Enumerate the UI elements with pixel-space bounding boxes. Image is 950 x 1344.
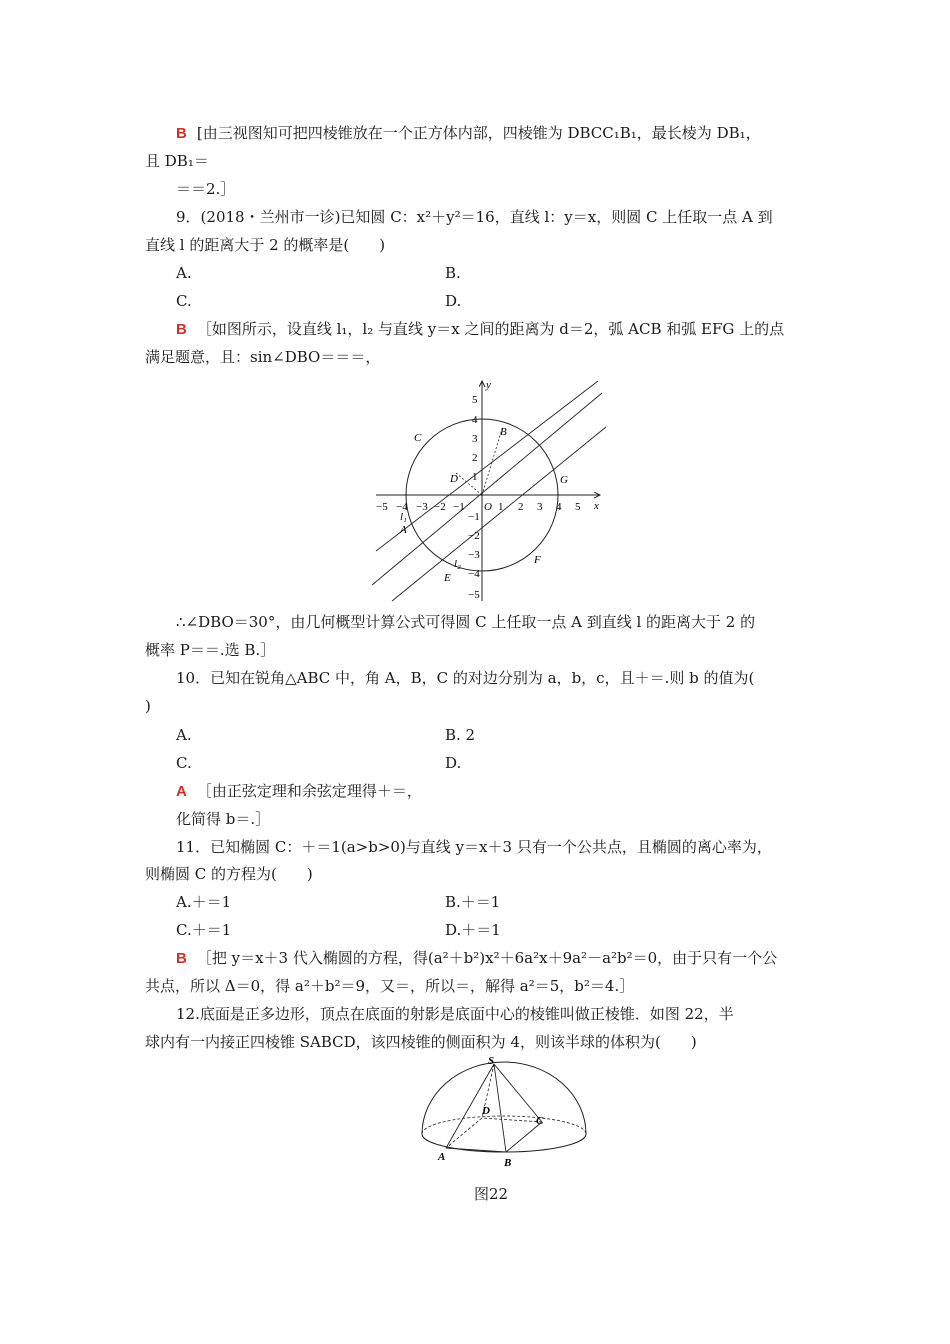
x-tick-neg3: −3 xyxy=(416,501,428,513)
point-label-d: D xyxy=(450,473,458,485)
q9-solution-line2: 满足题意，且：sin∠DBO＝＝＝， xyxy=(145,348,381,366)
figure-hemisphere-pyramid xyxy=(414,1056,594,1172)
q8-solution-line1 xyxy=(176,123,761,144)
point-label-b: B xyxy=(500,426,507,438)
y-tick-neg3: −3 xyxy=(468,549,480,561)
q11-option-d: D.＋＝1 xyxy=(445,921,501,939)
point-label-c2: C xyxy=(536,1115,544,1127)
q12-stem-line1: 12.底面是正多边形，顶点在底面的射影是底面中心的棱锥叫做正棱锥．如图 22，半 xyxy=(176,1005,734,1023)
q8-solution-text1: [由三视图知可把四棱锥放在一个正方体内部，四棱锥为 DBCC₁B₁，最长棱为 DB₁， xyxy=(196,124,761,142)
y-tick-2: 2 xyxy=(472,452,478,464)
q11-stem-line2: 则椭圆 C 的方程为( ) xyxy=(145,865,313,883)
point-label-f: F xyxy=(534,554,541,566)
segment-od xyxy=(456,473,482,495)
x-tick-neg2: −2 xyxy=(434,501,446,513)
point-label-a2: A xyxy=(438,1151,446,1163)
q9-option-d: D. xyxy=(445,292,462,310)
point-label-b2: B xyxy=(504,1157,512,1169)
q9-option-c: C. xyxy=(176,292,192,310)
q10-stem-line1: 10．已知在锐角△ABC 中，角 A，B，C 的对边分别为 a，b，c，且＋＝.则 b 的值为( xyxy=(176,669,755,687)
q10-option-a: A. xyxy=(176,726,192,744)
q9-solution-text1: ［如图所示，设直线 l₁，l₂ 与直线 y＝x 之间的距离为 d＝2，弧 ACB 和弧 EFG 上的点 xyxy=(196,320,785,338)
edge-sb xyxy=(494,1064,506,1152)
line-l1 xyxy=(376,381,598,551)
q10-answer-letter: A xyxy=(176,783,187,800)
x-tick-5: 5 xyxy=(575,501,581,513)
q10-option-d: D. xyxy=(445,754,462,772)
y-tick-neg1: −1 xyxy=(468,511,480,523)
point-label-a: A xyxy=(400,524,407,536)
y-tick-neg5: −5 xyxy=(468,589,480,601)
figure-caption: 图22 xyxy=(474,1185,509,1203)
q11-option-b: B.＋＝1 xyxy=(445,893,501,911)
y-tick-1: 1 xyxy=(472,471,478,483)
line-label-l2: l₂ xyxy=(454,558,461,570)
x-tick-1: 1 xyxy=(498,501,504,513)
line-label-l1: l₁ xyxy=(400,511,407,523)
q11-solution-line2: 共点，所以 Δ＝0，得 a²＋b²＝9，又＝，所以＝，解得 a²＝5，b²＝4.］ xyxy=(145,977,635,995)
q8-solution-line3: ＝＝2.］ xyxy=(176,180,236,198)
q10-option-c: C. xyxy=(176,754,192,772)
point-label-e: E xyxy=(444,572,451,584)
q10-solution-line1 xyxy=(176,781,422,802)
x-tick-2: 2 xyxy=(518,501,524,513)
x-tick-neg1: −1 xyxy=(453,501,465,513)
base-ellipse-back xyxy=(422,1116,586,1134)
q9-stem-line1: 9．(2018・兰州市一诊)已知圆 C：x²＋y²＝16，直线 l：y＝x，则圆 C 上任取一点 A 到 xyxy=(176,208,773,226)
edge-cd xyxy=(482,1118,542,1122)
y-axis-label: y xyxy=(486,379,491,391)
q10-solution-line2: 化简得 b＝.］ xyxy=(176,810,271,828)
y-tick-3: 3 xyxy=(472,433,478,445)
x-tick-neg5: −5 xyxy=(376,501,388,513)
point-label-c: C xyxy=(414,432,422,444)
x-axis-label: x xyxy=(594,500,599,512)
q9-solution-line3: ∴∠DBO＝30°，由几何概型计算公式可得圆 C 上任取一点 A 到直线 l 的距离大于 2 的 xyxy=(176,613,756,631)
x-tick-4: 4 xyxy=(556,501,562,513)
y-tick-4: 4 xyxy=(472,414,478,426)
q8-solution-line2: 且 DB₁＝ xyxy=(145,152,209,170)
figure-circle-lines xyxy=(370,375,610,605)
q11-solution-line1 xyxy=(176,948,777,969)
point-label-g: G xyxy=(560,474,568,486)
point-label-d2: D xyxy=(482,1105,490,1117)
edge-da xyxy=(446,1118,482,1148)
q11-solution-text1: ［把 y＝x＋3 代入椭圆的方程，得(a²＋b²)x²＋6a²x＋9a²－a²b²＝0，由于只有一个公 xyxy=(196,949,778,967)
y-tick-neg2: −2 xyxy=(468,530,480,542)
q9-option-b: B. xyxy=(445,264,461,282)
x-tick-neg4: −4 xyxy=(396,501,408,513)
q9-answer-letter: B xyxy=(176,321,187,338)
q9-option-a: A. xyxy=(176,264,192,282)
q11-stem-line1: 11．已知椭圆 C：＋＝1(a>b>0)与直线 y＝x＋3 只有一个公共点，且椭圆的离心率为， xyxy=(176,838,772,856)
q12-stem-line2: 球内有一内接正四棱锥 SABCD，该四棱锥的侧面积为 4，则该半球的体积为( ) xyxy=(145,1033,697,1051)
q11-option-c: C.＋＝1 xyxy=(176,921,232,939)
y-tick-neg4: −4 xyxy=(468,568,480,580)
q10-solution-text1: ［由正弦定理和余弦定理得＋＝， xyxy=(196,782,422,800)
origin-label: O xyxy=(484,501,492,513)
point-label-s: S xyxy=(488,1056,495,1067)
x-tick-3: 3 xyxy=(537,501,543,513)
q11-answer-letter: B xyxy=(176,950,187,967)
y-tick-5: 5 xyxy=(472,394,478,406)
q9-solution-line4: 概率 P＝＝.选 B.］ xyxy=(145,641,276,659)
q9-solution-line1 xyxy=(176,319,784,340)
hemisphere-dome xyxy=(422,1062,586,1134)
q10-stem-line2: ) xyxy=(145,697,151,715)
edge-sc xyxy=(494,1064,542,1122)
q11-option-a: A.＋＝1 xyxy=(176,893,232,911)
q9-stem-line2: 直线 l 的距离大于 2 的概率是( ) xyxy=(145,236,386,254)
q10-option-b: B. 2 xyxy=(445,726,476,744)
q8-answer-letter: B xyxy=(176,125,187,142)
